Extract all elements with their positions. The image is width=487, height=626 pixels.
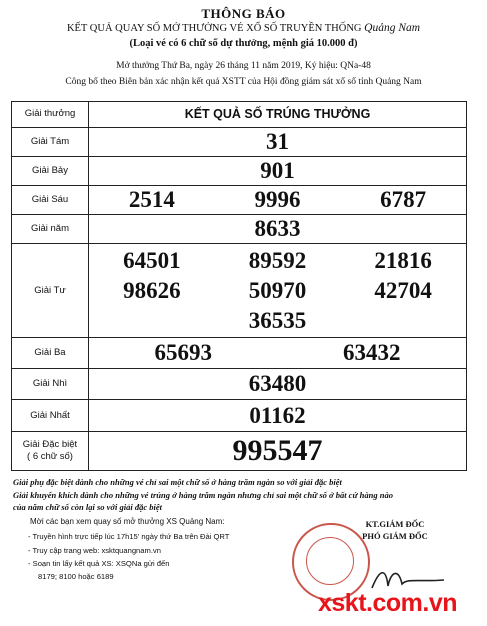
table-row bbox=[12, 243, 467, 337]
prize-numbers bbox=[89, 243, 467, 337]
prize-number: 50970 bbox=[248, 277, 307, 303]
prize-label: Giải Sáu bbox=[12, 185, 89, 214]
signer-role: KT.GIÁM ĐỐC bbox=[365, 519, 425, 529]
prize-column-header: Giải thưởng bbox=[12, 102, 89, 128]
sms-numbers: 8179; 8100 hoặc 6189 bbox=[38, 572, 114, 581]
prize-label: Giải Nhất bbox=[12, 400, 89, 431]
prize-label: Giải Ba bbox=[12, 338, 89, 369]
special-prize-sublabel: ( 6 chữ số) bbox=[27, 450, 73, 462]
table-row bbox=[12, 338, 467, 369]
viewing-invite: Mời các bạn xem quay số mở thưởng XS Quảng Nam: bbox=[30, 517, 225, 526]
prize-label: Giải Tư bbox=[12, 243, 89, 337]
footnote-special: Giải phụ đặc biệt dành cho những vé chỉ sai một chữ số ở hàng trăm ngàn so với giải đặc biệt bbox=[13, 477, 342, 487]
notice-title: THÔNG BÁO bbox=[201, 6, 286, 21]
ticket-type: (Loại vé có 6 chữ số dự thưởng, mệnh giá 10.000 đ) bbox=[129, 38, 358, 49]
table-row bbox=[12, 127, 467, 156]
prize-number: 9996 bbox=[254, 186, 301, 212]
prize-label: Giải Tám bbox=[12, 127, 89, 156]
table-row bbox=[12, 214, 467, 243]
draw-date: Mở thưởng Thứ Ba, ngày 26 tháng 11 năm 2019, Ký hiệu: QNa-48 bbox=[116, 61, 371, 71]
viewing-option: - Truy cập trang web: xsktquangnam.vn bbox=[28, 546, 161, 555]
prize-number: 21816 bbox=[374, 247, 432, 273]
signer-title: PHÓ GIÁM ĐỐC bbox=[362, 531, 428, 541]
footnote-consolation: Giải khuyến khích dành cho những vé trúng ở hàng trăm ngàn nhưng chỉ sai một chữ số ở bất cứ hàng nào bbox=[13, 490, 393, 500]
prize-number: 89592 bbox=[248, 247, 307, 273]
prize-numbers bbox=[89, 185, 467, 214]
prize-number: 8633 bbox=[89, 214, 467, 243]
subtitle-text: KẾT QUẢ QUAY SỐ MỞ THƯỞNG VÉ XỔ SỐ TRUYỀN THỐNG bbox=[66, 23, 362, 34]
prize-number: 901 bbox=[89, 156, 467, 185]
prize-number: 63432 bbox=[343, 340, 401, 366]
prize-number: 64501 bbox=[123, 247, 181, 273]
prize-numbers bbox=[89, 338, 467, 369]
prize-number: 31 bbox=[89, 127, 467, 156]
prize-number: 65693 bbox=[154, 340, 212, 366]
prize-label: Giải năm bbox=[12, 214, 89, 243]
prize-number: 36535 bbox=[248, 307, 307, 333]
table-row bbox=[12, 185, 467, 214]
viewing-option: - Soạn tin lấy kết quả XS: XSQNa gửi đến bbox=[28, 559, 170, 568]
prize-number: 98626 bbox=[123, 277, 181, 303]
table-header-row bbox=[12, 102, 467, 128]
table-row bbox=[12, 156, 467, 185]
footnote-consolation-cont: của năm chữ số còn lại so với giải đặc biệt bbox=[13, 502, 162, 512]
province-script: Quảng Nam bbox=[364, 22, 421, 34]
table-row bbox=[12, 400, 467, 431]
prize-label: Giải Nhì bbox=[12, 369, 89, 400]
prize-label: Giải Bảy bbox=[12, 156, 89, 185]
prize-number: 01162 bbox=[89, 400, 467, 431]
announcement-basis: Công bố theo Biên bản xác nhận kết quả XSTT của Hội đồng giám sát xổ số tỉnh Quảng Nam bbox=[65, 77, 422, 87]
watermark-logo: xskt.com.vn bbox=[318, 589, 458, 617]
prize-label bbox=[12, 431, 89, 470]
prize-number: 42704 bbox=[374, 277, 432, 303]
table-row bbox=[12, 369, 467, 400]
viewing-option: - Truyền hình trực tiếp lúc 17h15' ngày thứ Ba trên Đài QRT bbox=[28, 532, 230, 541]
notice-subtitle bbox=[0, 22, 487, 34]
results-table bbox=[11, 101, 467, 471]
result-column-header: KẾT QUẢ SỐ TRÚNG THƯỞNG bbox=[89, 102, 467, 128]
special-prize-number: 995547 bbox=[89, 431, 467, 470]
prize-number: 63480 bbox=[89, 369, 467, 400]
prize-number: 2514 bbox=[128, 186, 175, 212]
prize-number: 6787 bbox=[380, 186, 427, 212]
special-prize-label: Giải Đặc biệt bbox=[22, 438, 78, 450]
table-row bbox=[12, 431, 467, 470]
